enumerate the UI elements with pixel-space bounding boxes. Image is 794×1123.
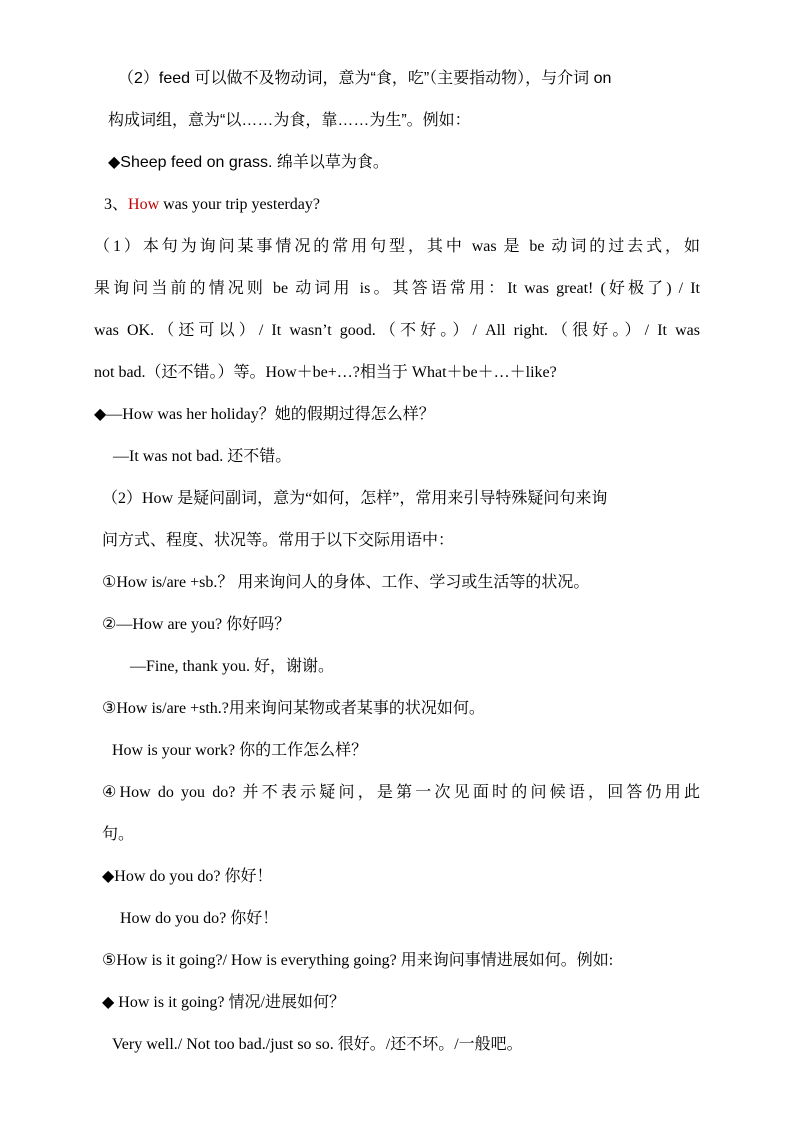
example-how-do-you-do: ◆How do you do? 你好！: [102, 868, 273, 885]
explanation-how-adverb-cont: 问方式、程度、状况等。常用于以下交际用语中：: [102, 532, 455, 549]
usage-item-2-answer: —Fine, thank you. 好，谢谢。: [130, 658, 334, 675]
usage-item-5: ⑤How is it going?/ How is everything going? 用来询问事情进展如何。例如:: [102, 952, 614, 969]
usage-item-1: ①How is/are +sb.？ 用来询问人的身体、工作、学习或生活等的状况。: [102, 574, 590, 591]
section-number: 3、: [104, 196, 129, 213]
example-how-do-you-do-reply: How do you do? 你好！: [120, 910, 279, 927]
section-heading-3: [104, 194, 320, 216]
example-how-is-it-going: ◆ How is it going? 情况/进展如何？: [102, 994, 345, 1011]
explanation-line-1: （1）本句为询问某事情况的常用句型，其中 was 是 be 动词的过去式，如: [94, 238, 700, 255]
example-sheep: ◆Sheep feed on grass. 绵羊以草为食。: [108, 154, 389, 171]
usage-item-3-example: How is your work? 你的工作怎么样？: [112, 742, 368, 759]
section-title-rest: was your trip yesterday?: [159, 196, 320, 213]
usage-item-3: ③How is/are +sth.?用来询问某物或者某事的状况如何。: [102, 700, 485, 717]
example-holiday-question: ◆—How was her holiday？她的假期过得怎么样？: [94, 406, 435, 423]
usage-item-4-cont: 句。: [102, 826, 135, 843]
example-how-is-it-going-answer: Very well./ Not too bad./just so so. 很好。/还不坏。/一般吧。: [112, 1036, 523, 1053]
paragraph-feed-intro: （2）feed 可以做不及物动词，意为“食，吃”（主要指动物），与介词 on: [118, 70, 612, 87]
explanation-line-4: not bad.（还不错。）等。How＋be+…?相当于 What＋be＋…＋like?: [94, 364, 557, 381]
keyword-how: How: [128, 196, 160, 213]
explanation-line-3: was OK.（还可以）/ It wasn’t good.（不好。）/ All right.（很好。）/ It was: [94, 322, 700, 339]
explanation-how-adverb: （2）How 是疑问副词，意为“如何，怎样”，常用来引导特殊疑问句来询: [102, 490, 608, 507]
usage-item-4: ④How do you do? 并不表示疑问，是第一次见面时的问候语，回答仍用此: [102, 784, 700, 801]
explanation-line-2: 果询问当前的情况则 be 动词用 is。其答语常用：It was great! (好极了) / It: [94, 280, 700, 297]
paragraph-feed-intro-cont: 构成词组，意为“以……为食，靠……为生”。例如：: [108, 112, 471, 129]
example-holiday-answer: —It was not bad. 还不错。: [113, 448, 292, 465]
usage-item-2: ②—How are you? 你好吗？: [102, 616, 291, 633]
